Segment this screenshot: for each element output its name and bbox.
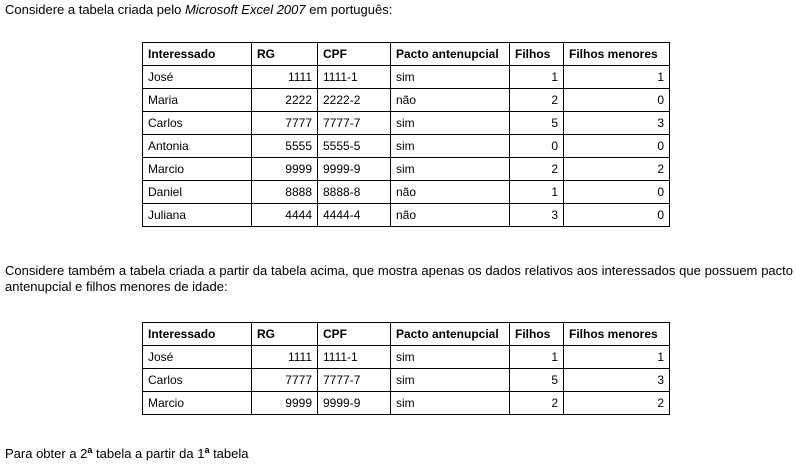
- table-cell: Carlos: [143, 112, 252, 135]
- table-1-header: [143, 43, 670, 66]
- table-cell: Marcio: [143, 392, 252, 415]
- table-cell: José: [143, 346, 252, 369]
- question-text: [5, 446, 249, 462]
- excel-table-2: [142, 322, 670, 415]
- table-cell: 2: [564, 158, 670, 181]
- ordinal-mark-2: a: [204, 445, 210, 455]
- ordinal-mark-1: a: [87, 445, 93, 455]
- table-cell: Antonia: [143, 135, 252, 158]
- table-1-body: [143, 66, 670, 227]
- table-cell: sim: [391, 369, 510, 392]
- excel-table-1: [142, 42, 670, 227]
- table-cell: 8888-8: [318, 181, 391, 204]
- table-cell: 0: [564, 89, 670, 112]
- table-cell: não: [391, 204, 510, 227]
- table-cell: 8888: [252, 181, 318, 204]
- intro-text-end: em português:: [305, 2, 393, 17]
- table-cell: 2: [564, 392, 670, 415]
- table-row: [143, 392, 670, 415]
- question-part-1: Para obter a 2: [5, 446, 88, 461]
- column-header: Interessado: [143, 323, 252, 346]
- intro-text: [5, 2, 392, 18]
- intro-text-start: Considere a tabela criada pelo: [5, 2, 185, 17]
- column-header: RG: [252, 43, 318, 66]
- table-row: [143, 135, 670, 158]
- table-cell: 3: [510, 204, 564, 227]
- table-cell: 9999: [252, 158, 318, 181]
- table-cell: 1: [510, 181, 564, 204]
- middle-text: Considere também a tabela criada a partir da tabela acima, que mostra apenas os dados relativos aos interessados que possuem pacto antenupcial e filhos menores de idade:: [5, 263, 793, 294]
- table-cell: Marcio: [143, 158, 252, 181]
- table-cell: 1: [510, 66, 564, 89]
- column-header: Interessado: [143, 43, 252, 66]
- column-header: CPF: [318, 323, 391, 346]
- table-row: [143, 66, 670, 89]
- table-cell: 1111: [252, 66, 318, 89]
- table-cell: 0: [564, 135, 670, 158]
- table-cell: 0: [564, 204, 670, 227]
- column-header: Pacto antenupcial: [391, 323, 510, 346]
- table-cell: José: [143, 66, 252, 89]
- table-cell: sim: [391, 135, 510, 158]
- table-cell: 1: [564, 346, 670, 369]
- table-row: [143, 346, 670, 369]
- table-2-header: [143, 323, 670, 346]
- table-cell: 5555: [252, 135, 318, 158]
- table-cell: 9999: [252, 392, 318, 415]
- table-cell: sim: [391, 392, 510, 415]
- column-header: Filhos menores: [564, 323, 670, 346]
- table-cell: sim: [391, 346, 510, 369]
- table-cell: não: [391, 181, 510, 204]
- table-cell: Daniel: [143, 181, 252, 204]
- table-cell: 5: [510, 112, 564, 135]
- table-cell: não: [391, 89, 510, 112]
- question-part-2: tabela a partir da 1: [92, 446, 205, 461]
- table-cell: 2222-2: [318, 89, 391, 112]
- header-row: [143, 43, 670, 66]
- table-cell: 7777-7: [318, 369, 391, 392]
- table-row: [143, 369, 670, 392]
- table-cell: 1111: [252, 346, 318, 369]
- column-header: CPF: [318, 43, 391, 66]
- table-cell: 4444-4: [318, 204, 391, 227]
- table-cell: Juliana: [143, 204, 252, 227]
- table-cell: 3: [564, 112, 670, 135]
- table-cell: 5555-5: [318, 135, 391, 158]
- intro-software-name: Microsoft Excel 2007: [184, 2, 306, 17]
- table-2-body: [143, 346, 670, 415]
- table-cell: 2: [510, 89, 564, 112]
- table-cell: 2: [510, 158, 564, 181]
- table-cell: Carlos: [143, 369, 252, 392]
- table-cell: Maria: [143, 89, 252, 112]
- table-cell: 1111-1: [318, 66, 391, 89]
- table-row: [143, 204, 670, 227]
- header-row: [143, 323, 670, 346]
- table-cell: 1: [510, 346, 564, 369]
- column-header: Filhos: [510, 323, 564, 346]
- table-cell: 2: [510, 392, 564, 415]
- table-cell: sim: [391, 112, 510, 135]
- table-cell: 7777: [252, 112, 318, 135]
- table-row: [143, 158, 670, 181]
- table-cell: sim: [391, 66, 510, 89]
- table-row: [143, 89, 670, 112]
- table-cell: 0: [564, 181, 670, 204]
- table-row: [143, 112, 670, 135]
- column-header: RG: [252, 323, 318, 346]
- column-header: Filhos menores: [564, 43, 670, 66]
- table-cell: 3: [564, 369, 670, 392]
- table-cell: 9999-9: [318, 392, 391, 415]
- column-header: Filhos: [510, 43, 564, 66]
- table-cell: 1111-1: [318, 346, 391, 369]
- table-cell: 5: [510, 369, 564, 392]
- table-cell: 4444: [252, 204, 318, 227]
- table-cell: 1: [564, 66, 670, 89]
- table-cell: sim: [391, 158, 510, 181]
- question-part-3: tabela: [209, 446, 249, 461]
- table-cell: 0: [510, 135, 564, 158]
- table-cell: 7777: [252, 369, 318, 392]
- table-cell: 7777-7: [318, 112, 391, 135]
- table-cell: 2222: [252, 89, 318, 112]
- column-header: Pacto antenupcial: [391, 43, 510, 66]
- table-row: [143, 181, 670, 204]
- table-cell: 9999-9: [318, 158, 391, 181]
